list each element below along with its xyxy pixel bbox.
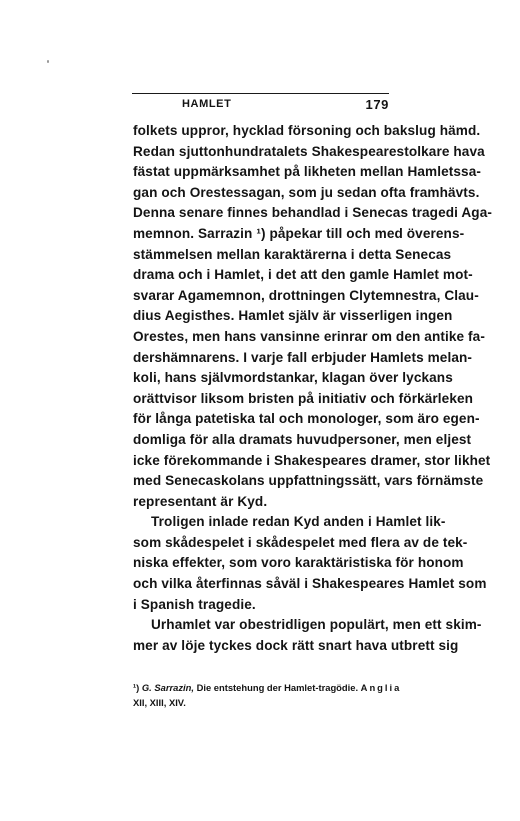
text-line: gan och Orestessagan, som ju sedan ofta framhävts. (133, 184, 480, 200)
text-line: orättvisor liksom bristen på initiativ och förkärleken (133, 390, 474, 406)
text-line: fästat uppmärksamhet på likheten mellan Hamletssa- (133, 164, 481, 180)
footnote-title: Die entstehung der Hamlet-tragödie. (196, 682, 359, 693)
text-line: Orestes, men hans vansinne erinrar om den antike fa- (133, 328, 485, 344)
footnote-marker: ¹) (133, 682, 140, 693)
text-line: med Senecaskolans uppfattningssätt, vars förnämste (133, 473, 484, 489)
text-line: för långa patetiska tal och monologer, som äro egen- (133, 411, 480, 427)
running-head-title: HAMLET (182, 98, 232, 110)
footnote (133, 681, 402, 710)
text-line: Urhamlet var obestridligen populärt, men ett skim- (151, 617, 482, 633)
running-head (132, 97, 389, 117)
text-line: representant är Kyd. (133, 493, 268, 509)
footnote-author: G. Sarrazin, (141, 682, 194, 693)
text-line: dius Aegisthes. Hamlet själv är visserligen ingen (133, 308, 453, 324)
text-line: mer av löje tyckes dock rätt snart hava utbrett sig (133, 637, 459, 653)
footnote-volumes: XII, XIII, XIV. (133, 696, 186, 708)
footnote-line (133, 696, 389, 711)
page-number: 179 (365, 97, 389, 112)
text-line: niska effekter, som voro karaktäristiska för honom (133, 555, 464, 571)
text-line: drama och i Hamlet, i det att den gamle Hamlet mot- (133, 267, 473, 283)
footnote-journal: Anglia (360, 682, 402, 693)
text-line: stämmelsen mellan karaktärerna i detta Senecas (133, 246, 452, 262)
text-line: domliga för alla dramats huvudpersoner, men eljest (133, 431, 472, 447)
text-line: svarar Agamemnon, drottningen Clytemnestra, Clau- (133, 287, 479, 303)
text-line: Redan sjuttonhundratalets Shakespearestolkare hava (133, 143, 485, 159)
text-line: som skådespelet i skådespelet med flera av de tek- (133, 534, 468, 550)
text-line: Denna senare finnes behandlad i Senecas tragedi Aga- (133, 205, 492, 221)
text-line: dershämnarens. I varje fall erbjuder Hamlets melan- (133, 349, 473, 365)
text-line: och vilka återfinnas såväl i Shakespeares Hamlet som (133, 576, 487, 592)
text-line: icke förekommande i Shakespeares dramer, stor likhet (133, 452, 491, 468)
header-rule (132, 93, 389, 94)
paper-speck (47, 60, 49, 63)
text-line: koli, hans självmordstankar, klagan över lyckans (133, 370, 453, 386)
text-line: folkets uppror, hycklad försoning och bakslug hämd. (133, 123, 481, 138)
text-line: Troligen inlade redan Kyd anden i Hamlet lik- (151, 514, 446, 530)
footnote-line (133, 681, 402, 696)
body-text (133, 121, 492, 656)
text-line: i Spanish tragedie. (133, 596, 256, 612)
text-line: memnon. Sarrazin ¹) påpekar till och med överens- (133, 225, 465, 241)
